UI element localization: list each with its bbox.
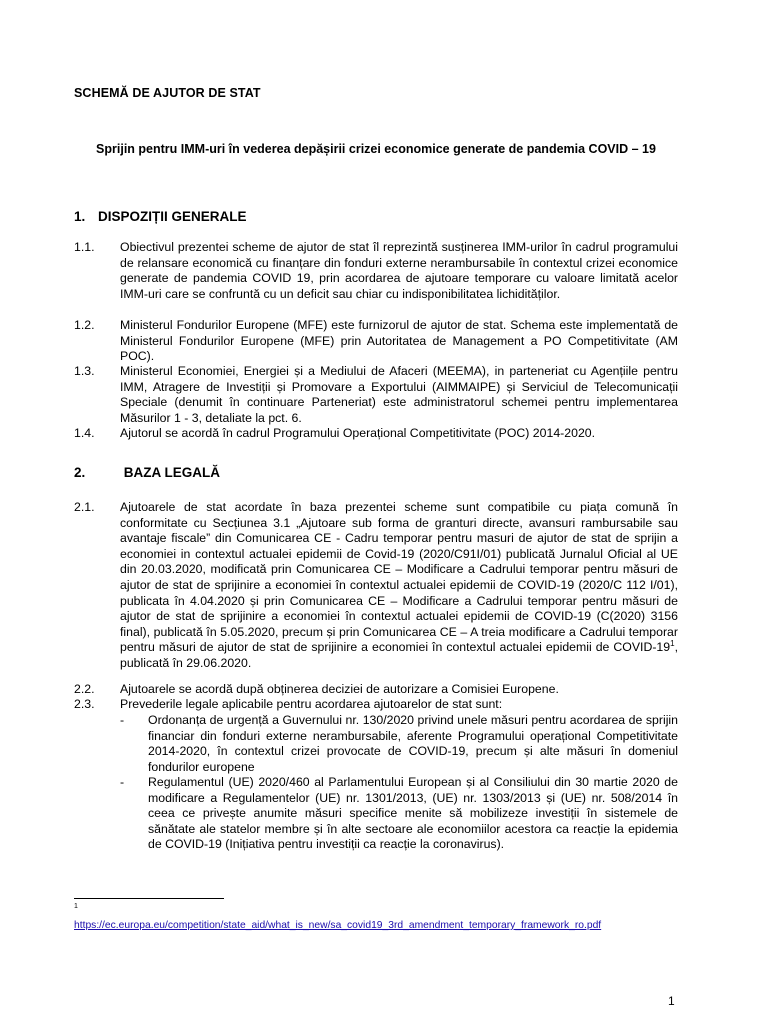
clause-number: 1.4. xyxy=(74,426,95,440)
section-2-heading xyxy=(74,465,220,480)
document-title: SCHEMĂ DE AJUTOR DE STAT xyxy=(74,86,261,100)
clause-text: Prevederile legale aplicabile pentru acordarea ajutoarelor de stat sunt: xyxy=(120,697,503,711)
footnote-mark: 1 xyxy=(74,903,78,910)
clause-number: 2.1. xyxy=(74,500,95,514)
clause-text-main: Ajutoarele de stat acordate în baza prezentei scheme sunt compatibile cu piața comună în conformitate cu Secțiunea 3.1 „Ajutoare sub forma de granturi directe, avansuri rambursabile sau avantaje fiscale” din Comunicarea CE - Cadru temporar pentru masuri de ajutor de stat de sprijin a economiei in contextul actualei epidemii de Covid-19 (2020/C91I/01) publicată Jurnalul Oficial al UE din 20.03.2020, modificată prin Comunicarea CE – Modificare a Cadrului temporar pentru măsuri de ajutor de stat de sprijinire a economiei în contextul actualei epidemii de COVID-19 (2020/C 112 I/01), publicata în 4.04.2020 și prin Comunicarea CE – Modificare a Cadrului temporar pentru măsuri de ajutor de stat de sprijinire a economiei în contextul actualei epidemii de COVID-19 (C(2020) 3156 final), publicată în 5.05.2020, precum și prin Comunicarea CE – A treia modificare a Cadrului temporar pentru măsuri de ajutor de stat de sprijinire a economiei în contextul actualei epidemii de COVID-19 xyxy=(120,500,678,655)
document-subtitle: Sprijin pentru IMM-uri în vederea depășirii crizei economice generate de pandemia COVID – 19 xyxy=(96,142,656,156)
section-2-number: 2. xyxy=(74,465,86,480)
clause-text: Ministerul Economiei, Energiei și a Mediului de Afaceri (MEEMA), in parteneriat cu Agențiile pentru IMM, Atragere de Investiții și Promovare a Exportului (AIMMAIPE) și Serviciul de Telecomunicații Speciale (denumit în continuare Parteneriat) este administratorul schemei pentru implementarea Măsurilor 1 - 3, detaliate la pct. 6. xyxy=(120,364,678,425)
clause-number: 1.3. xyxy=(74,364,95,378)
clause-number: 2.2. xyxy=(74,682,95,696)
section-1-heading xyxy=(74,209,247,224)
clause-text: Ajutorul se acordă în cadrul Programului Operațional Competitivitate (POC) 2014-2020. xyxy=(120,426,596,440)
clause-number: 1.1. xyxy=(74,240,95,254)
bullet-text: Ordonanța de urgență a Guvernului nr. 130/2020 privind unele măsuri pentru acordarea de sprijin financiar din fonduri externe nerambursabile, aferente Programului operațional Competitivitate 2014-2020, în contextul crizei provocate de COVID-19, precum și alte măsuri în domeniul fondurilor europene xyxy=(148,713,678,774)
clause-text: Ajutoarele se acordă după obținerea deciziei de autorizare a Comisiei Europene. xyxy=(120,682,559,696)
bullet-text: Regulamentul (UE) 2020/460 al Parlamentului European și al Consiliului din 30 martie 2020 de modificare a Regulamentelor (UE) nr. 1301/2013, (UE) nr. 1303/2013 și (UE) nr. 508/2014 în ceea ce privește anumite măsuri specifice menite să mobilizeze investiții în sistemele de sănătate ale statelor membre și în alte sectoare ale economiilor acestora ca reacție la epidemia de COVID-19 (Inițiativa pentru investiții ca reacție la coronavirus). xyxy=(148,775,678,852)
clause-number: 2.3. xyxy=(74,697,95,711)
footnote-link[interactable]: https://ec.europa.eu/competition/state_aid/what_is_new/sa_covid19_3rd_amendment_temporary_framework_ro.pdf xyxy=(74,920,602,931)
clause-text-end: , publicată în 29.06.2020. xyxy=(120,640,678,670)
clause-text: Ministerul Fondurilor Europene (MFE) este furnizorul de ajutor de stat. Schema este implementată de Ministerul Fondurilor Europene (MFE) prin Autoritatea de Management a PO Competitivitate (AM POC). xyxy=(120,318,678,364)
bullet-dash: - xyxy=(120,775,125,789)
section-2-title: BAZA LEGALĂ xyxy=(123,465,221,480)
section-1-title: DISPOZIȚII GENERALE xyxy=(98,209,247,224)
page-number: 1 xyxy=(668,994,675,1008)
footnote-reference[interactable]: 1 xyxy=(670,639,675,649)
clause-text: Obiectivul prezentei scheme de ajutor de stat îl reprezintă susținerea IMM-urilor în cadrul programului de relansare economică cu finanțare din fonduri externe nerambursabile în contextul crizei economice generate de pandemia COVID 19, prin acordarea de ajutoare temporare cu valoare limitată acelor IMM-uri care se confruntă cu un deficit sau chiar cu indisponibilitatea lichidităților. xyxy=(120,240,678,301)
footnote-separator xyxy=(74,898,224,899)
section-1-number: 1. xyxy=(74,209,86,224)
clause-number: 1.2. xyxy=(74,318,95,332)
bullet-dash: - xyxy=(120,713,125,727)
clause-text xyxy=(120,500,678,672)
